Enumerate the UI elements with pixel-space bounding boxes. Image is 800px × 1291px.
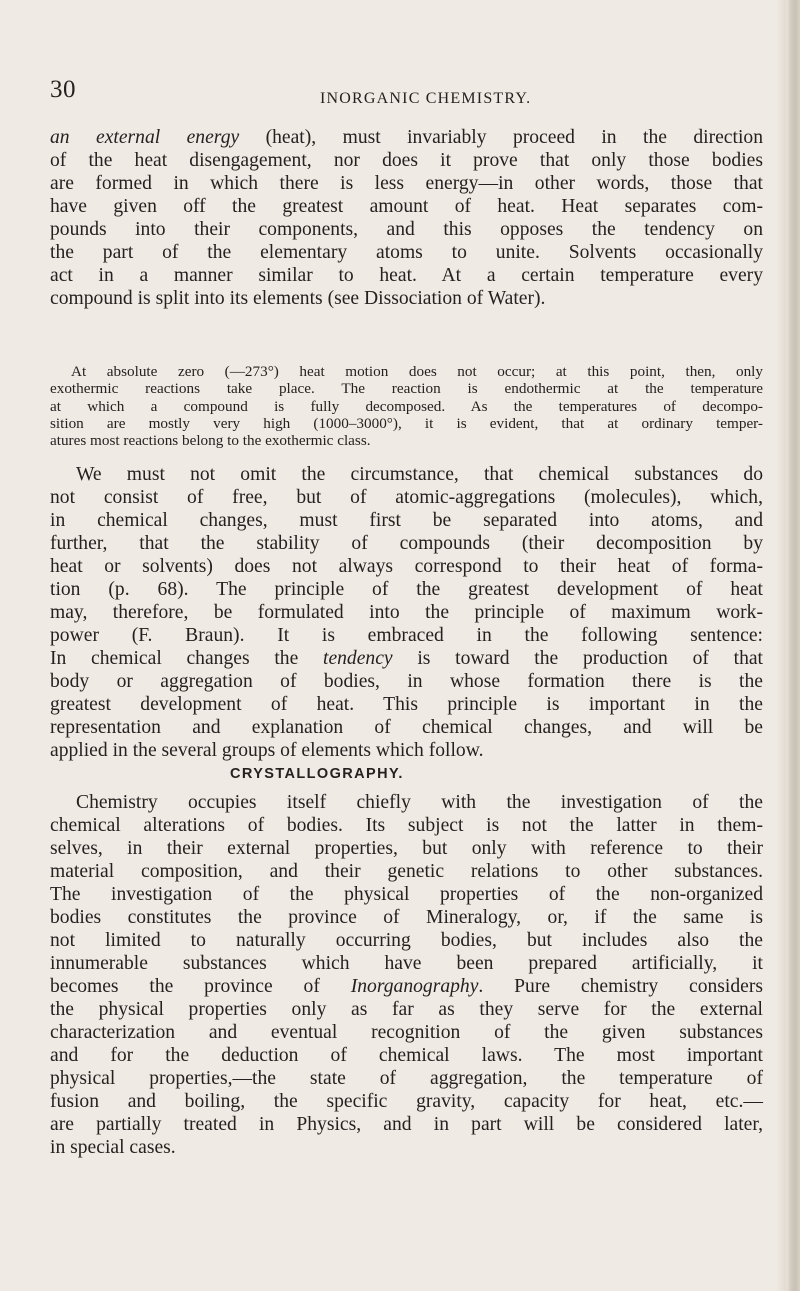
paragraph-line: heat or solvents) does not always correspond to their heat of forma- <box>50 556 763 577</box>
paragraph-line: applied in the several groups of elements which follow. <box>50 740 484 761</box>
page-gutter-shadow <box>776 0 786 1291</box>
paragraph-line: of the heat disengagement, nor does it prove that only those bodies <box>50 150 763 171</box>
footnote-line: exothermic reactions take place. The reaction is endothermic at the temperature <box>50 380 763 398</box>
paragraph-line: physical properties,—the state of aggregation, the temperature of <box>50 1068 763 1089</box>
running-title: INORGANIC CHEMISTRY. <box>320 90 532 107</box>
emphasis-text: tendency <box>323 648 393 669</box>
footnote-line: sition are mostly very high (1000–3000°), it is evident, that at ordinary temper- <box>50 414 763 432</box>
page-edge <box>786 0 800 1291</box>
paragraph-line: in special cases. <box>50 1137 176 1158</box>
paragraph-line: innumerable substances which have been prepared artificially, it <box>50 953 763 974</box>
footnote-line: atures most reactions belong to the exothermic class. <box>50 432 371 450</box>
paragraph-line: compound is split into its elements (see Dissociation of Water). <box>50 288 546 309</box>
paragraph-line: becomes the province of Inorganography. Pure chemistry considers <box>50 976 764 997</box>
paragraph-line: in chemical changes, must first be separated into atoms, and <box>50 510 763 531</box>
paragraph-line: an external energy (heat), must invariably proceed in the direction <box>50 127 763 148</box>
paragraph-line: not limited to naturally occurring bodies, but includes also the <box>50 930 763 951</box>
paragraph-line: the part of the elementary atoms to unite. Solvents occasionally <box>50 242 763 263</box>
footnote <box>50 363 763 449</box>
footnote-line: At absolute zero (—273°) heat motion does not occur; at this point, then, only <box>71 363 763 380</box>
paragraph-line: power (F. Braun). It is embraced in the following sentence: <box>50 625 763 646</box>
emphasis-text: an external energy <box>50 127 240 148</box>
paragraph-line: have given off the greatest amount of heat. Heat separates com- <box>50 196 763 217</box>
paragraph-line: The investigation of the physical properties of the non-organized <box>50 884 763 905</box>
paragraph-line: and for the deduction of chemical laws. The most important <box>50 1045 763 1066</box>
paragraph-line: representation and explanation of chemical changes, and will be <box>50 717 763 738</box>
body-paragraph-1 <box>50 126 763 310</box>
body-paragraph-3 <box>50 791 763 1159</box>
paragraph-line: tion (p. 68). The principle of the greatest development of heat <box>50 579 763 600</box>
paragraph-line: chemical alterations of bodies. Its subject is not the latter in them- <box>50 815 763 836</box>
paragraph-line: may, therefore, be formulated into the principle of maximum work- <box>50 602 763 623</box>
paragraph-line: Chemistry occupies itself chiefly with the investigation of the <box>76 792 763 813</box>
page-number: 30 <box>50 76 76 103</box>
section-heading: CRYSTALLOGRAPHY. <box>230 766 404 782</box>
paragraph-line: the physical properties only as far as they serve for the external <box>50 999 763 1020</box>
paragraph-line: act in a manner similar to heat. At a certain temperature every <box>50 265 763 286</box>
emphasis-text: Inorganography <box>350 976 479 997</box>
footnote-line: at which a compound is fully decomposed. As the temperatures of decompo- <box>50 397 763 415</box>
paragraph-line: are partially treated in Physics, and in part will be considered later, <box>50 1114 763 1135</box>
paragraph-line: We must not omit the circumstance, that chemical substances do <box>76 464 763 485</box>
paragraph-line: are formed in which there is less energy—in other words, those that <box>50 173 763 194</box>
paragraph-line: further, that the stability of compounds (their decomposition by <box>50 533 763 554</box>
paragraph-line: selves, in their external properties, but only with reference to their <box>50 838 763 859</box>
paragraph-line: In chemical changes the tendency is toward the production of that <box>50 648 764 669</box>
paragraph-line: bodies constitutes the province of Mineralogy, or, if the same is <box>50 907 763 928</box>
page-header <box>50 76 770 110</box>
paragraph-line: characterization and eventual recognition of the given substances <box>50 1022 763 1043</box>
body-paragraph-2 <box>50 463 763 762</box>
paragraph-line: fusion and boiling, the specific gravity, capacity for heat, etc.— <box>50 1091 763 1112</box>
paragraph-line: pounds into their components, and this opposes the tendency on <box>50 219 763 240</box>
paragraph-line: greatest development of heat. This principle is important in the <box>50 694 763 715</box>
paragraph-line: body or aggregation of bodies, in whose formation there is the <box>50 671 763 692</box>
paragraph-line: material composition, and their genetic relations to other substances. <box>50 861 763 882</box>
paragraph-line: not consist of free, but of atomic-aggregations (molecules), which, <box>50 487 763 508</box>
